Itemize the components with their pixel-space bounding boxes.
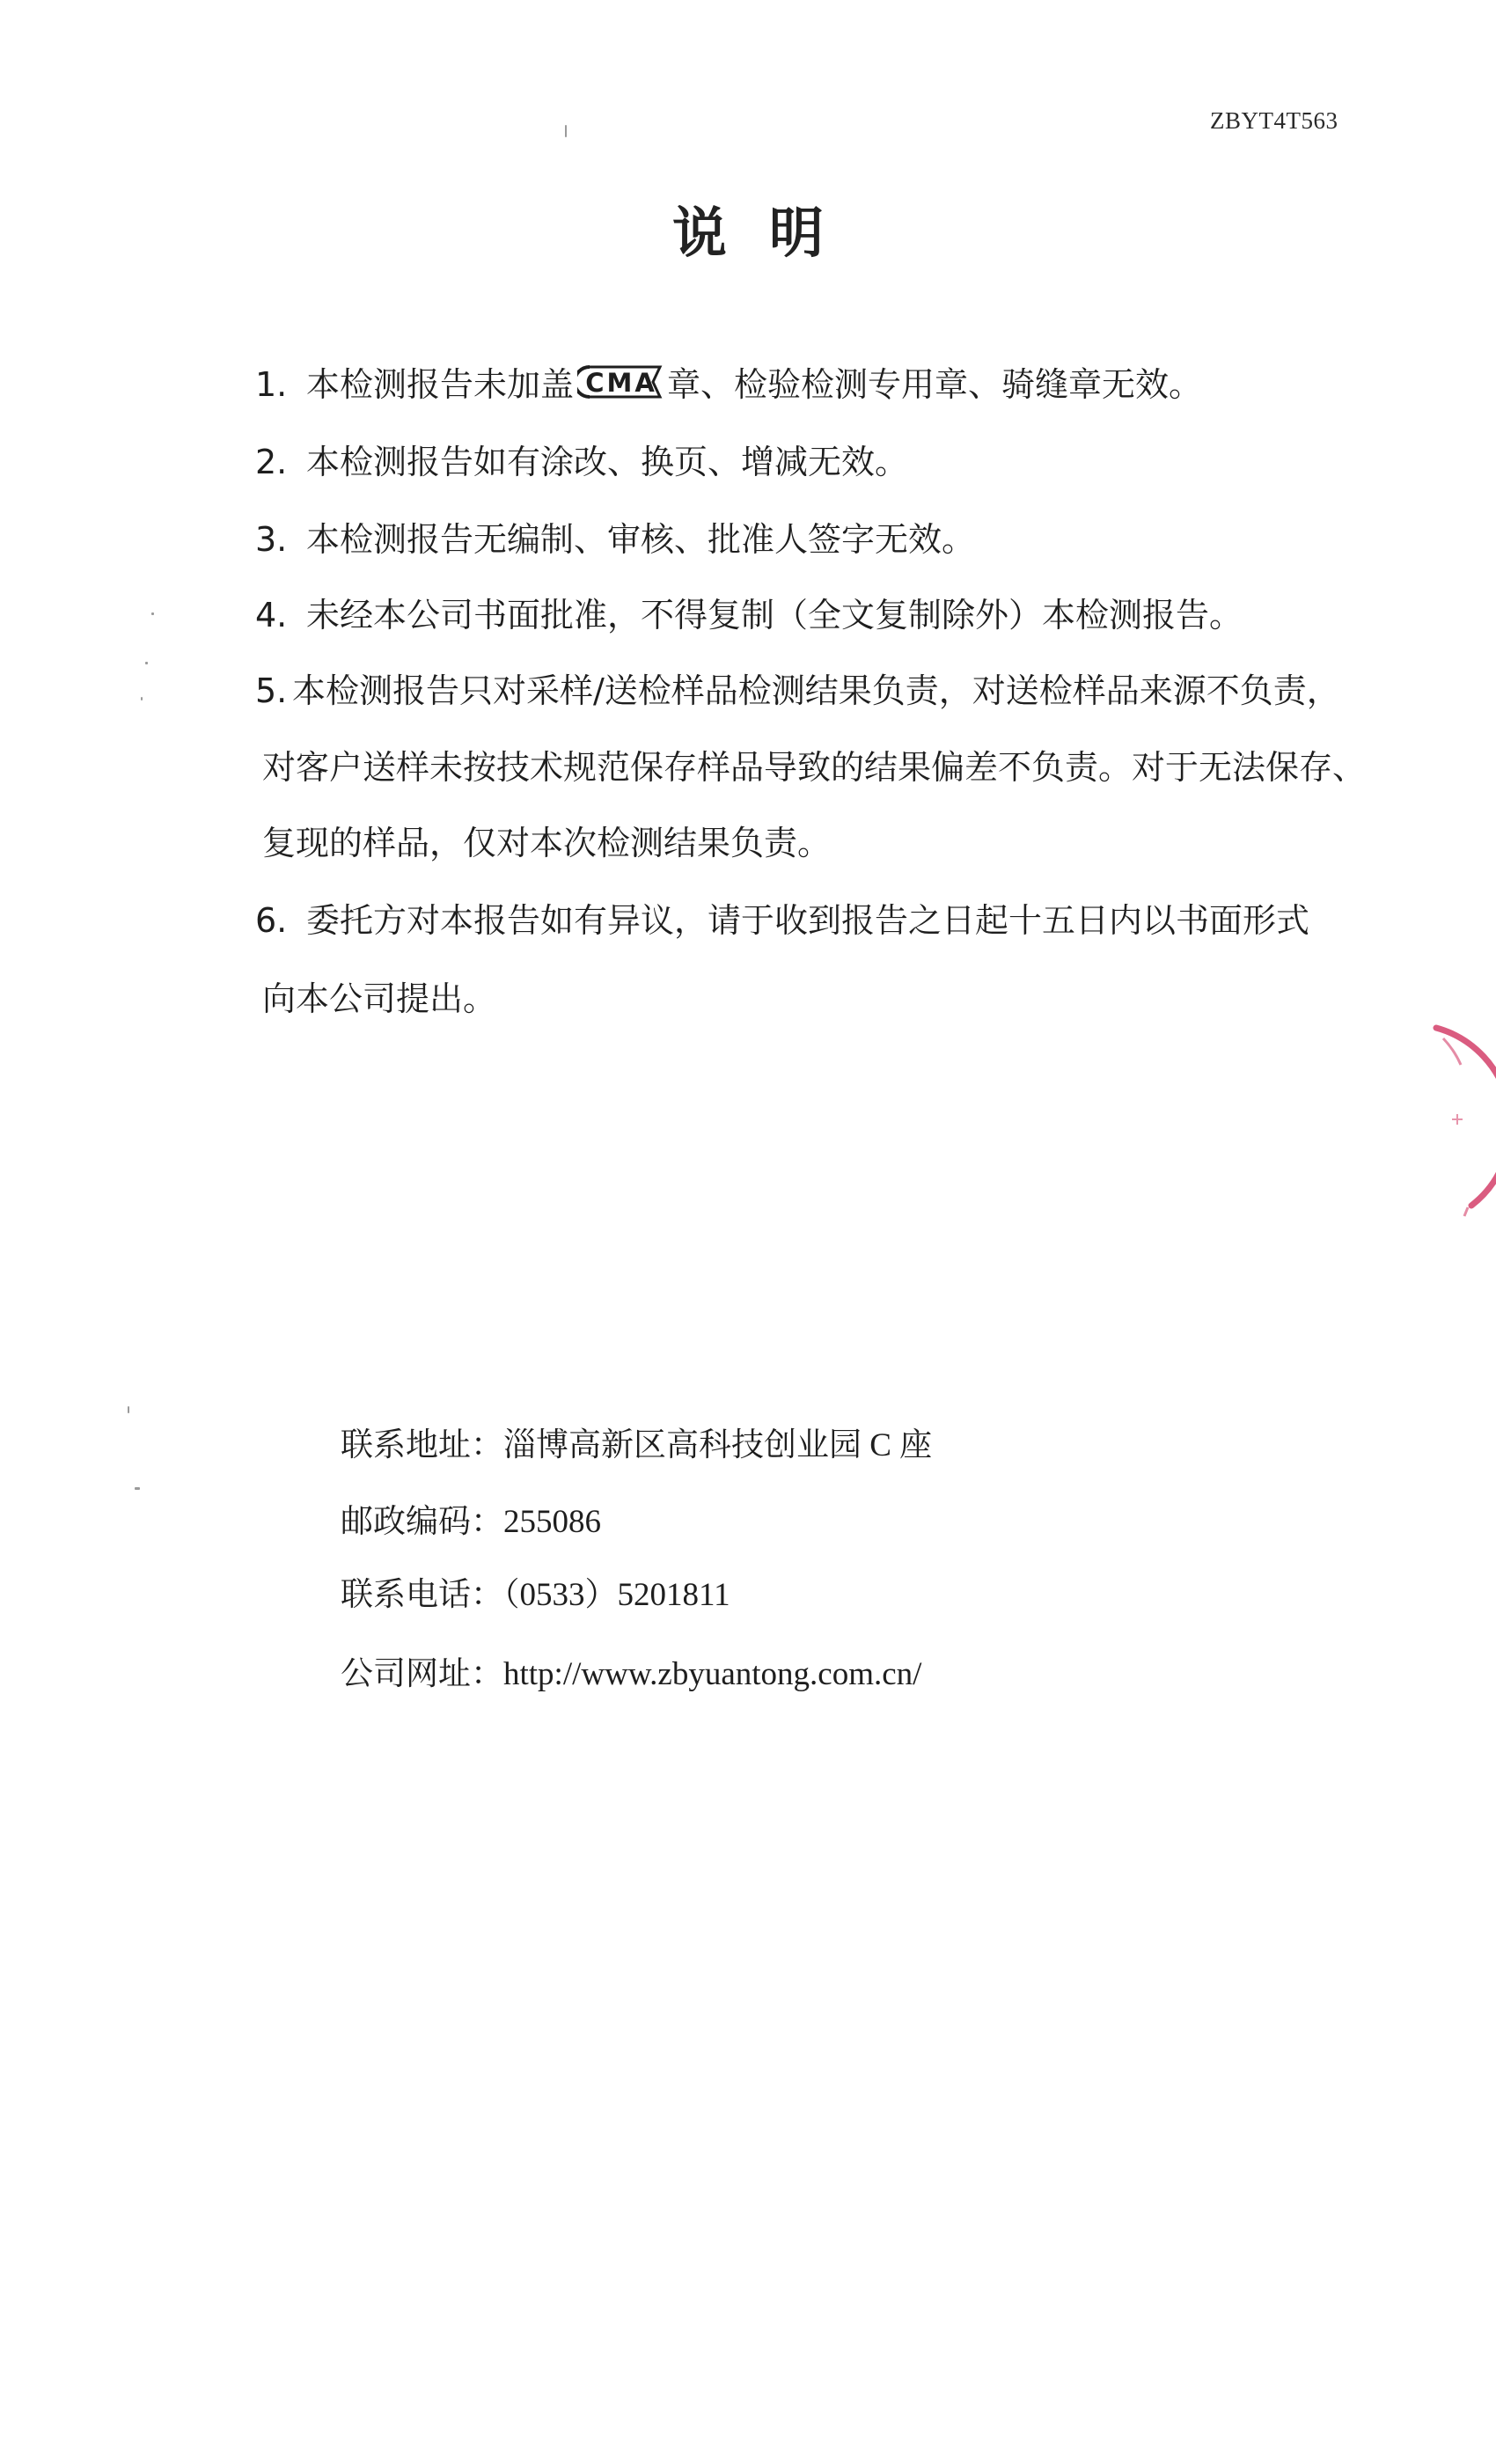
item-number: 4. bbox=[255, 596, 288, 634]
contact-phone bbox=[341, 1575, 730, 1615]
scan-speck bbox=[135, 1487, 140, 1490]
contact-value: http://www.zbyuantong.com.cn/ bbox=[503, 1656, 922, 1692]
item-text: 未经本公司书面批准，不得复制（全文复制除外）本检测报告。 bbox=[306, 596, 1243, 634]
notice-item-3 bbox=[255, 519, 975, 560]
notice-item-5-line-2: 对客户送样未按技术规范保存样品导致的结果偏差不负责。对于无法保存、 bbox=[262, 748, 1367, 787]
notice-item-5-line-3: 复现的样品，仅对本次检测结果负责。 bbox=[262, 824, 832, 862]
item-number: 3. bbox=[255, 520, 288, 559]
contact-postcode bbox=[341, 1502, 601, 1542]
notice-item-6 bbox=[255, 900, 1309, 941]
notice-item-5 bbox=[255, 671, 1340, 711]
item-number: 2. bbox=[255, 443, 288, 481]
scan-speck bbox=[151, 612, 154, 615]
seal-stamp-icon bbox=[1373, 1012, 1496, 1223]
item-text: 本检测报告只对采样/送检样品检测结果负责，对送检样品来源不负责， bbox=[292, 671, 1340, 710]
scan-speck bbox=[141, 697, 143, 700]
item-number: 1. bbox=[255, 365, 288, 404]
contact-label: 公司网址： bbox=[341, 1654, 503, 1692]
notice-item-1 bbox=[255, 363, 1202, 405]
item-text: 本检测报告未加盖 bbox=[306, 365, 575, 404]
page-title: 说明 bbox=[671, 201, 866, 265]
contact-label: 联系电话： bbox=[341, 1575, 503, 1613]
contact-value: 255086 bbox=[503, 1504, 601, 1540]
contact-label: 邮政编码： bbox=[341, 1502, 503, 1540]
contact-value: 淄博高新区高科技创业园 C 座 bbox=[503, 1427, 933, 1463]
scan-speck bbox=[145, 662, 148, 664]
notice-item-2 bbox=[255, 442, 908, 482]
item-number: 6. bbox=[255, 901, 288, 940]
notice-item-4 bbox=[255, 595, 1243, 635]
document-code: ZBYT4T563 bbox=[1210, 107, 1338, 134]
item-text: 本检测报告如有涂改、换页、增减无效。 bbox=[306, 443, 909, 481]
scan-speck bbox=[128, 1406, 129, 1413]
item-number: 5. bbox=[255, 671, 288, 710]
item-text: 委托方对本报告如有异议，请于收到报告之日起十五日内以书面形式 bbox=[306, 901, 1310, 940]
cma-mark-letters: CMA bbox=[585, 368, 657, 398]
item-text: 本检测报告无编制、审核、批准人签字无效。 bbox=[306, 520, 976, 559]
contact-address bbox=[341, 1426, 932, 1465]
contact-website bbox=[341, 1654, 921, 1694]
item-text: 章、检验检测专用章、骑缝章无效。 bbox=[667, 365, 1203, 404]
contact-value: （0533）5201811 bbox=[503, 1577, 730, 1613]
notice-item-6-line-2: 向本公司提出。 bbox=[262, 979, 497, 1018]
contact-label: 联系地址： bbox=[341, 1426, 503, 1463]
scan-speck bbox=[565, 125, 567, 137]
cma-mark-icon bbox=[577, 363, 665, 401]
